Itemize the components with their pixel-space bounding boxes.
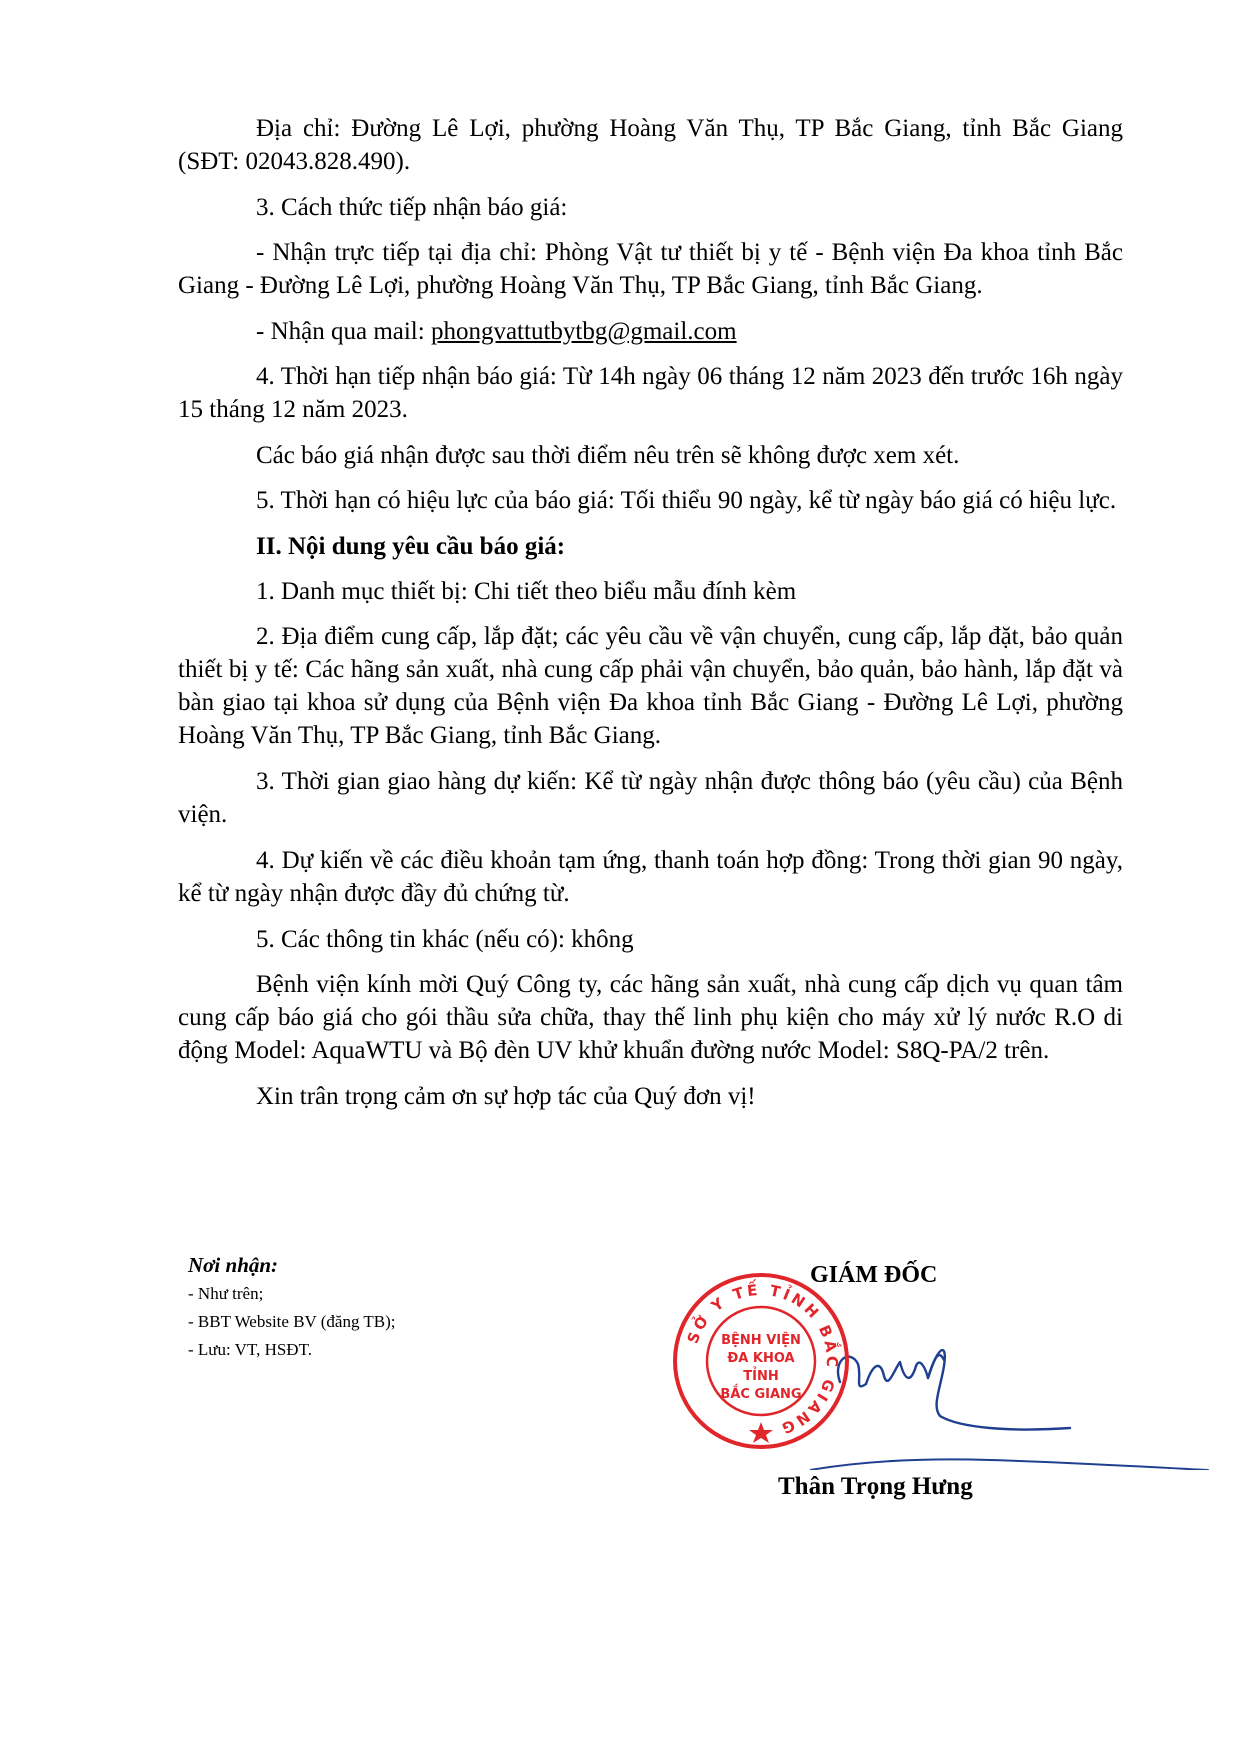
thanks-paragraph: Xin trân trọng cảm ơn sự hợp tác của Quý đơn vị! bbox=[256, 1083, 756, 1110]
official-seal bbox=[672, 1272, 850, 1450]
email-link[interactable]: phongvattutbytbg@gmail.com bbox=[430, 318, 737, 345]
delivery-time-paragraph: 3. Thời gian giao hàng dự kiến: Kể từ ngày nhận được thông báo (yêu cầu) của Bệnh viện. bbox=[178, 768, 1123, 828]
delivery-location-paragraph: 2. Địa điểm cung cấp, lắp đặt; các yêu cầu về vận chuyển, cung cấp, lắp đặt, bảo quản thiết bị y tế: Các hãng sản xuất, nhà cung cấp phải vận chuyển, bảo quản, bảo hành, lắp đặt và bàn giao tại khoa sử dụng của Bệnh viện Đa khoa tỉnh Bắc Giang - Đường Lê Lợi, phường Hoàng Văn Thụ, TP Bắc Giang, tỉnh Bắc Giang. bbox=[178, 623, 1123, 749]
recipients-title: Nơi nhận: bbox=[188, 1253, 279, 1277]
validity-paragraph: 5. Thời hạn có hiệu lực của báo giá: Tối thiểu 90 ngày, kể từ ngày báo giá có hiệu lực. bbox=[256, 487, 1117, 514]
document-body bbox=[178, 112, 1123, 1126]
other-info-paragraph: 5. Các thông tin khác (nếu có): không bbox=[256, 926, 634, 953]
direct-receipt-paragraph: - Nhận trực tiếp tại địa chỉ: Phòng Vật tư thiết bị y tế - Bệnh viện Đa khoa tỉnh Bắc Giang - Đường Lê Lợi, phường Hoàng Văn Thụ, TP Bắc Giang, tỉnh Bắc Giang. bbox=[178, 239, 1123, 299]
invitation-paragraph: Bệnh viện kính mời Quý Công ty, các hãng sản xuất, nhà cung cấp dịch vụ quan tâm cung cấp báo giá cho gói thầu sửa chữa, thay thế linh phụ kiện cho máy xử lý nước R.O di động Model: AquaWTU và Bộ đèn UV khử khuẩn đường nước Model: S8Q-PA/2 trên. bbox=[178, 971, 1123, 1064]
recipients-block bbox=[188, 1250, 396, 1364]
email-prefix: - Nhận qua mail: bbox=[256, 318, 431, 345]
handwritten-signature bbox=[810, 1320, 1210, 1470]
svg-text:SỞ Y TẾ TỈNH BẮC GIANG: SỞ Y TẾ TỈNH BẮC GIANG bbox=[683, 1280, 842, 1439]
signer-name: Thân Trọng Hưng bbox=[778, 1473, 973, 1500]
payment-terms-paragraph: 4. Dự kiến về các điều khoản tạm ứng, thanh toán hợp đồng: Trong thời gian 90 ngày, kể từ ngày nhận được đầy đủ chứng từ. bbox=[178, 847, 1123, 907]
svg-text:TỈNH: TỈNH bbox=[743, 1369, 779, 1384]
recipient-item: - Như trên; bbox=[188, 1284, 264, 1303]
director-title: GIÁM ĐỐC bbox=[810, 1262, 938, 1288]
recipient-item: - Lưu: VT, HSĐT. bbox=[188, 1340, 312, 1359]
svg-text:ĐA KHOA: ĐA KHOA bbox=[727, 1351, 795, 1366]
recipient-item: - BBT Website BV (đăng TB); bbox=[188, 1312, 396, 1331]
svg-text:BỆNH VIỆN: BỆNH VIỆN bbox=[721, 1333, 801, 1348]
late-quote-paragraph: Các báo giá nhận được sau thời điểm nêu trên sẽ không được xem xét. bbox=[256, 442, 960, 469]
svg-text:BẮC GIANG: BẮC GIANG bbox=[720, 1387, 802, 1402]
address-paragraph: Địa chỉ: Đường Lê Lợi, phường Hoàng Văn Thụ, TP Bắc Giang, tỉnh Bắc Giang (SĐT: 02043.828.490). bbox=[178, 115, 1123, 175]
equipment-list-paragraph: 1. Danh mục thiết bị: Chi tiết theo biểu mẫu đính kèm bbox=[256, 578, 797, 605]
section-3-heading: 3. Cách thức tiếp nhận báo giá: bbox=[256, 194, 568, 221]
email-receipt-paragraph bbox=[178, 315, 1123, 348]
deadline-paragraph: 4. Thời hạn tiếp nhận báo giá: Từ 14h ngày 06 tháng 12 năm 2023 đến trước 16h ngày 15 tháng 12 năm 2023. bbox=[178, 363, 1123, 423]
section-2-heading: II. Nội dung yêu cầu báo giá: bbox=[256, 533, 566, 560]
